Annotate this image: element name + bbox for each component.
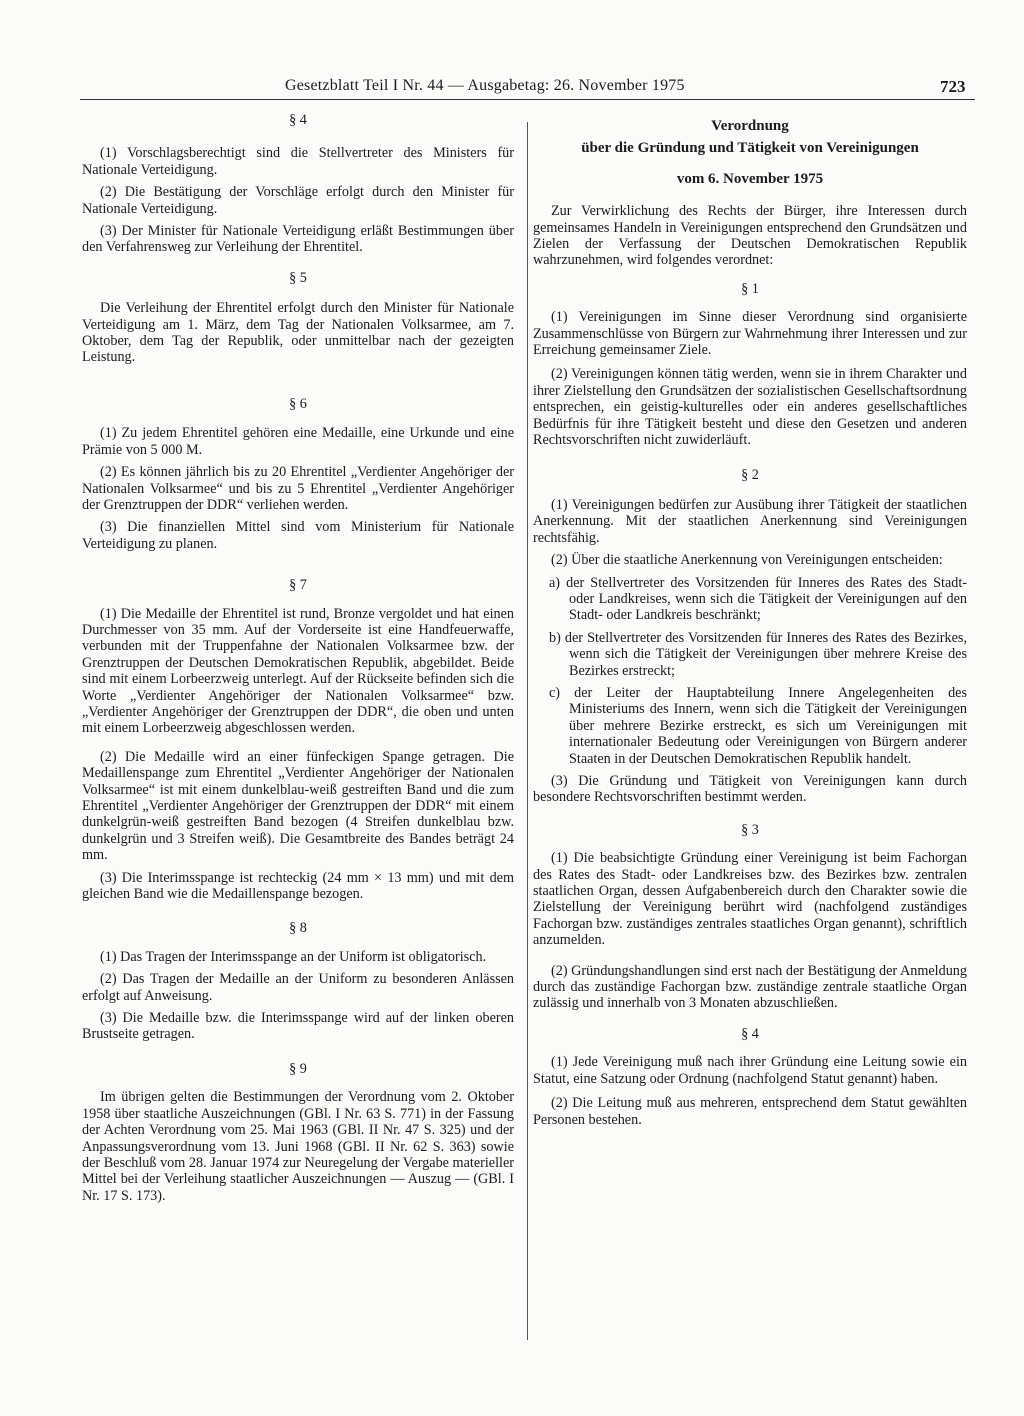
section-heading: § 5	[289, 269, 307, 286]
section-heading: § 2	[741, 466, 759, 483]
paragraph: (2) Vereinigungen können tätig werden, wenn sie in ihrem Charakter und ihrer Zielstellung den Grundsätzen der sozialistischen Gesellschaftsordnung entsprechen, ein geistig-kulturelles oder ein anderes gesellschaftliches Bedürfnis für ihre Tätigkeit besteht und diese den Gesetzen und anderen Rechtsvorschriften nicht zuwiderläuft.	[533, 366, 967, 449]
decree-date: vom 6. November 1975	[676, 170, 824, 187]
section-heading: § 3	[741, 821, 759, 838]
page-number: 723	[940, 77, 966, 96]
paragraph: (2) Über die staatliche Anerkennung von Vereinigungen entscheiden:	[551, 552, 943, 569]
paragraph: (1) Vereinigungen bedürfen zur Ausübung ihrer Tätigkeit der staatlichen Anerkennung. Mit der staatlichen Anerkennung sind Vereinigungen rechtsfähig.	[533, 496, 967, 546]
paragraph: (2) Es können jährlich bis zu 20 Ehrentitel „Verdienter Angehöriger der Nationalen Volksarmee“ und bis zu 5 Ehrentitel „Verdienter Angehöriger der Grenztruppen der DDR“ verliehen werden.	[82, 464, 514, 513]
right-column	[533, 118, 967, 1128]
paragraph: (2) Die Leitung muß aus mehreren, entsprechend dem Statut gewählten Personen bestehen.	[533, 1095, 967, 1128]
paragraph: (3) Die Gründung und Tätigkeit von Vereinigungen kann durch besondere Rechtsvorschriften bestimmt werden.	[533, 773, 967, 806]
section-heading: § 7	[289, 577, 307, 594]
header-rule	[80, 99, 975, 100]
list-item: c) der Leiter der Hauptabteilung Innere Angelegenheiten des Ministeriums des Innern, wenn sich die Tätigkeit der Vereinigungen über mehrere Bezirke erstreckt, es sich um Vereinigungen mit internationaler Bedeutung oder Vereinigungen von Bürgern anderer Staaten in der Deutschen Demokratischen Republik handelt.	[549, 684, 967, 767]
paragraph: (3) Die Interimsspange ist rechteckig (24 mm × 13 mm) und mit dem gleichen Band wie die Medaillenspange bezogen.	[82, 869, 514, 903]
section-heading: § 6	[289, 395, 307, 412]
left-column	[82, 112, 514, 1204]
section-heading: § 1	[741, 280, 759, 297]
paragraph: (3) Die finanziellen Mittel sind vom Ministerium für Nationale Verteidigung zu planen.	[82, 519, 514, 552]
decree-title: Verordnung	[711, 118, 789, 134]
column-divider	[527, 122, 528, 1340]
paragraph: (1) Das Tragen der Interimsspange an der Uniform ist obligatorisch.	[100, 948, 487, 965]
paragraph: (1) Vorschlagsberechtigt sind die Stellvertreter des Ministers für Nationale Verteidigung.	[82, 145, 514, 178]
paragraph: (3) Die Medaille bzw. die Interimsspange wird auf der linken oberen Brustseite getragen.	[82, 1010, 514, 1043]
preamble: Zur Verwirklichung des Rechts der Bürger, ihre Interessen durch gemeinsames Handeln in Vereinigungen entsprechend den Grundsätzen und Zielen der Verfassung der Deutschen Demokratischen Republik wahrzunehmen, wird folgendes verordnet:	[533, 203, 967, 269]
paragraph: Im übrigen gelten die Bestimmungen der Verordnung vom 2. Oktober 1958 über staatliche Auszeichnungen (GBl. I Nr. 63 S. 771) in der Fassung der Achten Verordnung vom 25. Mai 1963 (GBl. II Nr. 47 S. 325) und der Anpassungsverordnung vom 13. Juni 1968 (GBl. II Nr. 62 S. 363) sowie der Beschluß vom 28. Januar 1974 zur Neuregelung der Vergabe materieller Mittel bei der Verleihung staatlicher Auszeichnungen — Auszug — (GBl. I Nr. 17 S. 173).	[82, 1089, 514, 1204]
running-header: Gesetzblatt Teil I Nr. 44 — Ausgabetag: 26. November 1975	[285, 77, 685, 94]
paragraph: (2) Die Medaille wird an einer fünfeckigen Spange getragen. Die Medaillenspange zum Ehrentitel „Verdienter Angehöriger der Nationalen Volksarmee“ ist mit einem dunkelblau-weiß gestreiften Band und die zum Ehrentitel „Verdienter Angehöriger der Grenztruppen der DDR“ mit einem dunkelgrün-weiß gestreiften Band bezogen (4 Streifen dunkelblau bzw. dunkelgrün und 3 Streifen weiß). Die Gesamtbreite des Bandes beträgt 24 mm.	[82, 748, 514, 864]
paragraph: (3) Der Minister für Nationale Verteidigung erläßt Bestimmungen über den Verfahrensweg zur Verleihung der Ehrentitel.	[82, 223, 514, 256]
paragraph: (1) Die beabsichtigte Gründung einer Vereinigung ist beim Fachorgan des Rates des Stadt- oder Landkreises bzw. des Bezirkes bzw. zentralen staatlichen Organ, dessen Aufgabenbereich durch den Charakter sowie die Zielstellung der Vereinigung berührt wird (nachfolgend zuständiges Fachorgan bzw. zuständiges zentrales staatliches Organ genannt), schriftlich anzumelden.	[533, 850, 967, 949]
section-heading: § 9	[289, 1060, 307, 1077]
paragraph: (1) Zu jedem Ehrentitel gehören eine Medaille, eine Urkunde und eine Prämie von 5 000 M.	[82, 425, 514, 458]
paragraph: Die Verleihung der Ehrentitel erfolgt durch den Minister für Nationale Verteidigung am 1. März, dem Tag der Nationalen Volksarmee, am 7. Oktober, dem Tag der Republik, oder unmittelbar nach der gezeigten Leistung.	[82, 300, 514, 366]
paragraph: (2) Die Bestätigung der Vorschläge erfolgt durch den Minister für Nationale Verteidigung.	[82, 184, 514, 217]
list-item: b) der Stellvertreter des Vorsitzenden für Inneres des Rates des Bezirkes, wenn sich die Tätigkeit der Vereinigungen über mehrere Kreise des Bezirkes erstreckt;	[549, 629, 967, 679]
paragraph: (2) Gründungshandlungen sind erst nach der Bestätigung der Anmeldung durch das zuständige Fachorgan bzw. zuständige zentrale staatliche Organ zulässig und innerhalb von 3 Monaten abzuschließen.	[533, 962, 967, 1012]
list-item: a) der Stellvertreter des Vorsitzenden für Inneres des Rates des Stadt- oder Landkreises, wenn sich die Tätigkeit der Vereinigungen auf den Stadt- oder Landkreis beschränkt;	[549, 574, 967, 624]
section-heading: § 8	[289, 920, 307, 937]
decree-subtitle: über die Gründung und Tätigkeit von Vereinigungen	[581, 140, 919, 157]
paragraph: (2) Das Tragen der Medaille an der Uniform zu besonderen Anlässen erfolgt auf Anweisung.	[82, 971, 514, 1004]
section-heading: § 4	[289, 112, 307, 128]
paragraph: (1) Vereinigungen im Sinne dieser Verordnung sind organisierte Zusammenschlüsse von Bürgern zur Wahrnehmung ihrer Interessen und zur Erreichung gemeinsamer Ziele.	[533, 309, 967, 359]
paragraph: (1) Jede Vereinigung muß nach ihrer Gründung eine Leitung sowie ein Statut, eine Satzung oder Ordnung (nachfolgend Statut genannt) haben.	[533, 1054, 967, 1087]
section-heading: § 4	[741, 1025, 759, 1042]
paragraph: (1) Die Medaille der Ehrentitel ist rund, Bronze vergoldet und hat einen Durchmesser von 35 mm. Auf der Vorderseite ist eine Handfeuerwaffe, verbunden mit der Truppenfahne der Nationalen Volksarmee bzw. der Grenztruppen der Deutschen Demokratischen Republik, abgebildet. Beide sind mit einem Lorbeerzweig unterlegt. Auf der Rückseite befinden sich die Worte „Verdienter Angehöriger der Nationalen Volksarmee“ bzw. „Verdienter Angehöriger der Grenztruppen der DDR“, die oben und unten mit einem Lorbeerzweig abgeschlossen werden.	[82, 605, 514, 737]
